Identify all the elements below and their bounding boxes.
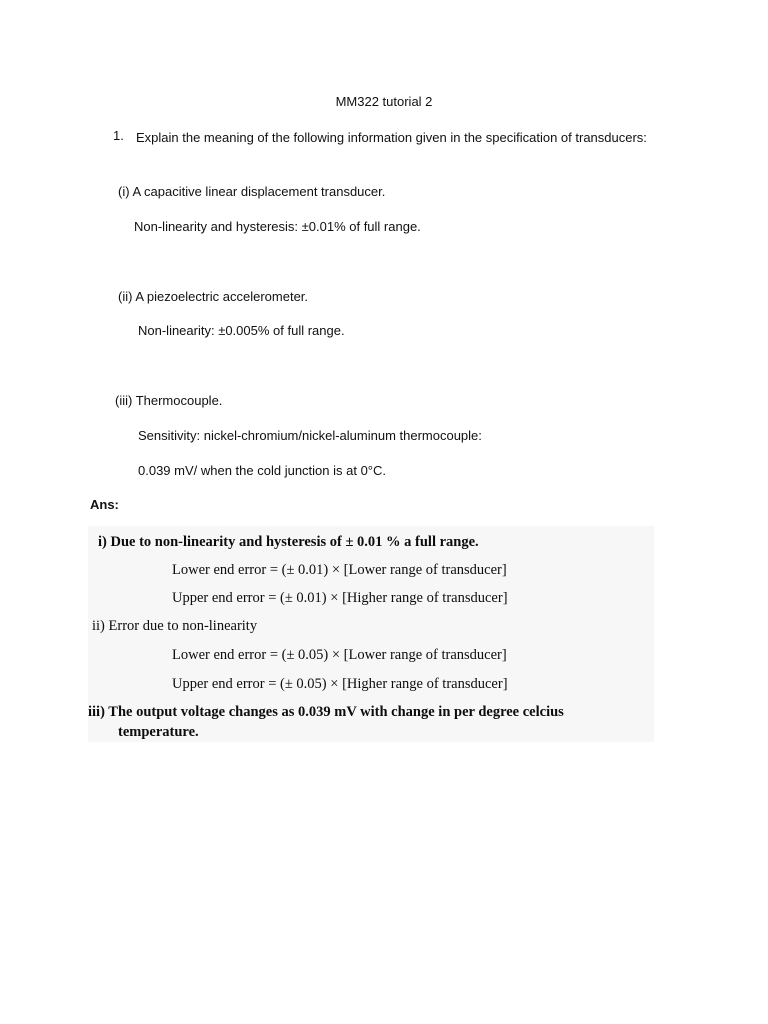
part-iii-spec-2: 0.039 mV/ when the cold junction is at 0°C. — [138, 463, 387, 478]
question-text: Explain the meaning of the following information given in the specification of transducers: — [136, 130, 647, 145]
part-iii-label: (iii) Thermocouple. — [115, 393, 223, 408]
answer-line-iii-cont: temperature. — [118, 724, 199, 740]
answer-line-iii: iii) The output voltage changes as 0.039 mV with change in per degree celcius — [88, 704, 564, 720]
answer-line-i-upper: Upper end error = (± 0.01) × [Higher range of transducer] — [172, 590, 508, 606]
answer-line-ii-lower: Lower end error = (± 0.05) × [Lower range of transducer] — [172, 647, 507, 663]
answer-heading: Ans: — [90, 497, 119, 512]
question-number: 1. — [113, 128, 124, 143]
part-i-spec: Non-linearity and hysteresis: ±0.01% of full range. — [134, 219, 421, 234]
answer-line-i: i) Due to non-linearity and hysteresis of ± 0.01 % a full range. — [98, 534, 479, 550]
answer-line-ii-upper: Upper end error = (± 0.05) × [Higher range of transducer] — [172, 676, 508, 692]
answer-image — [88, 526, 654, 742]
part-iii-spec: Sensitivity: nickel-chromium/nickel-aluminum thermocouple: — [138, 428, 482, 443]
part-ii-spec: Non-linearity: ±0.005% of full range. — [138, 323, 345, 338]
document-title: MM322 tutorial 2 — [335, 94, 433, 109]
answer-line-i-lower: Lower end error = (± 0.01) × [Lower range of transducer] — [172, 562, 507, 578]
part-i-label: (i) A capacitive linear displacement transducer. — [118, 184, 386, 199]
part-ii-label: (ii) A piezoelectric accelerometer. — [118, 289, 309, 304]
answer-line-ii: ii) Error due to non-linearity — [92, 618, 258, 634]
